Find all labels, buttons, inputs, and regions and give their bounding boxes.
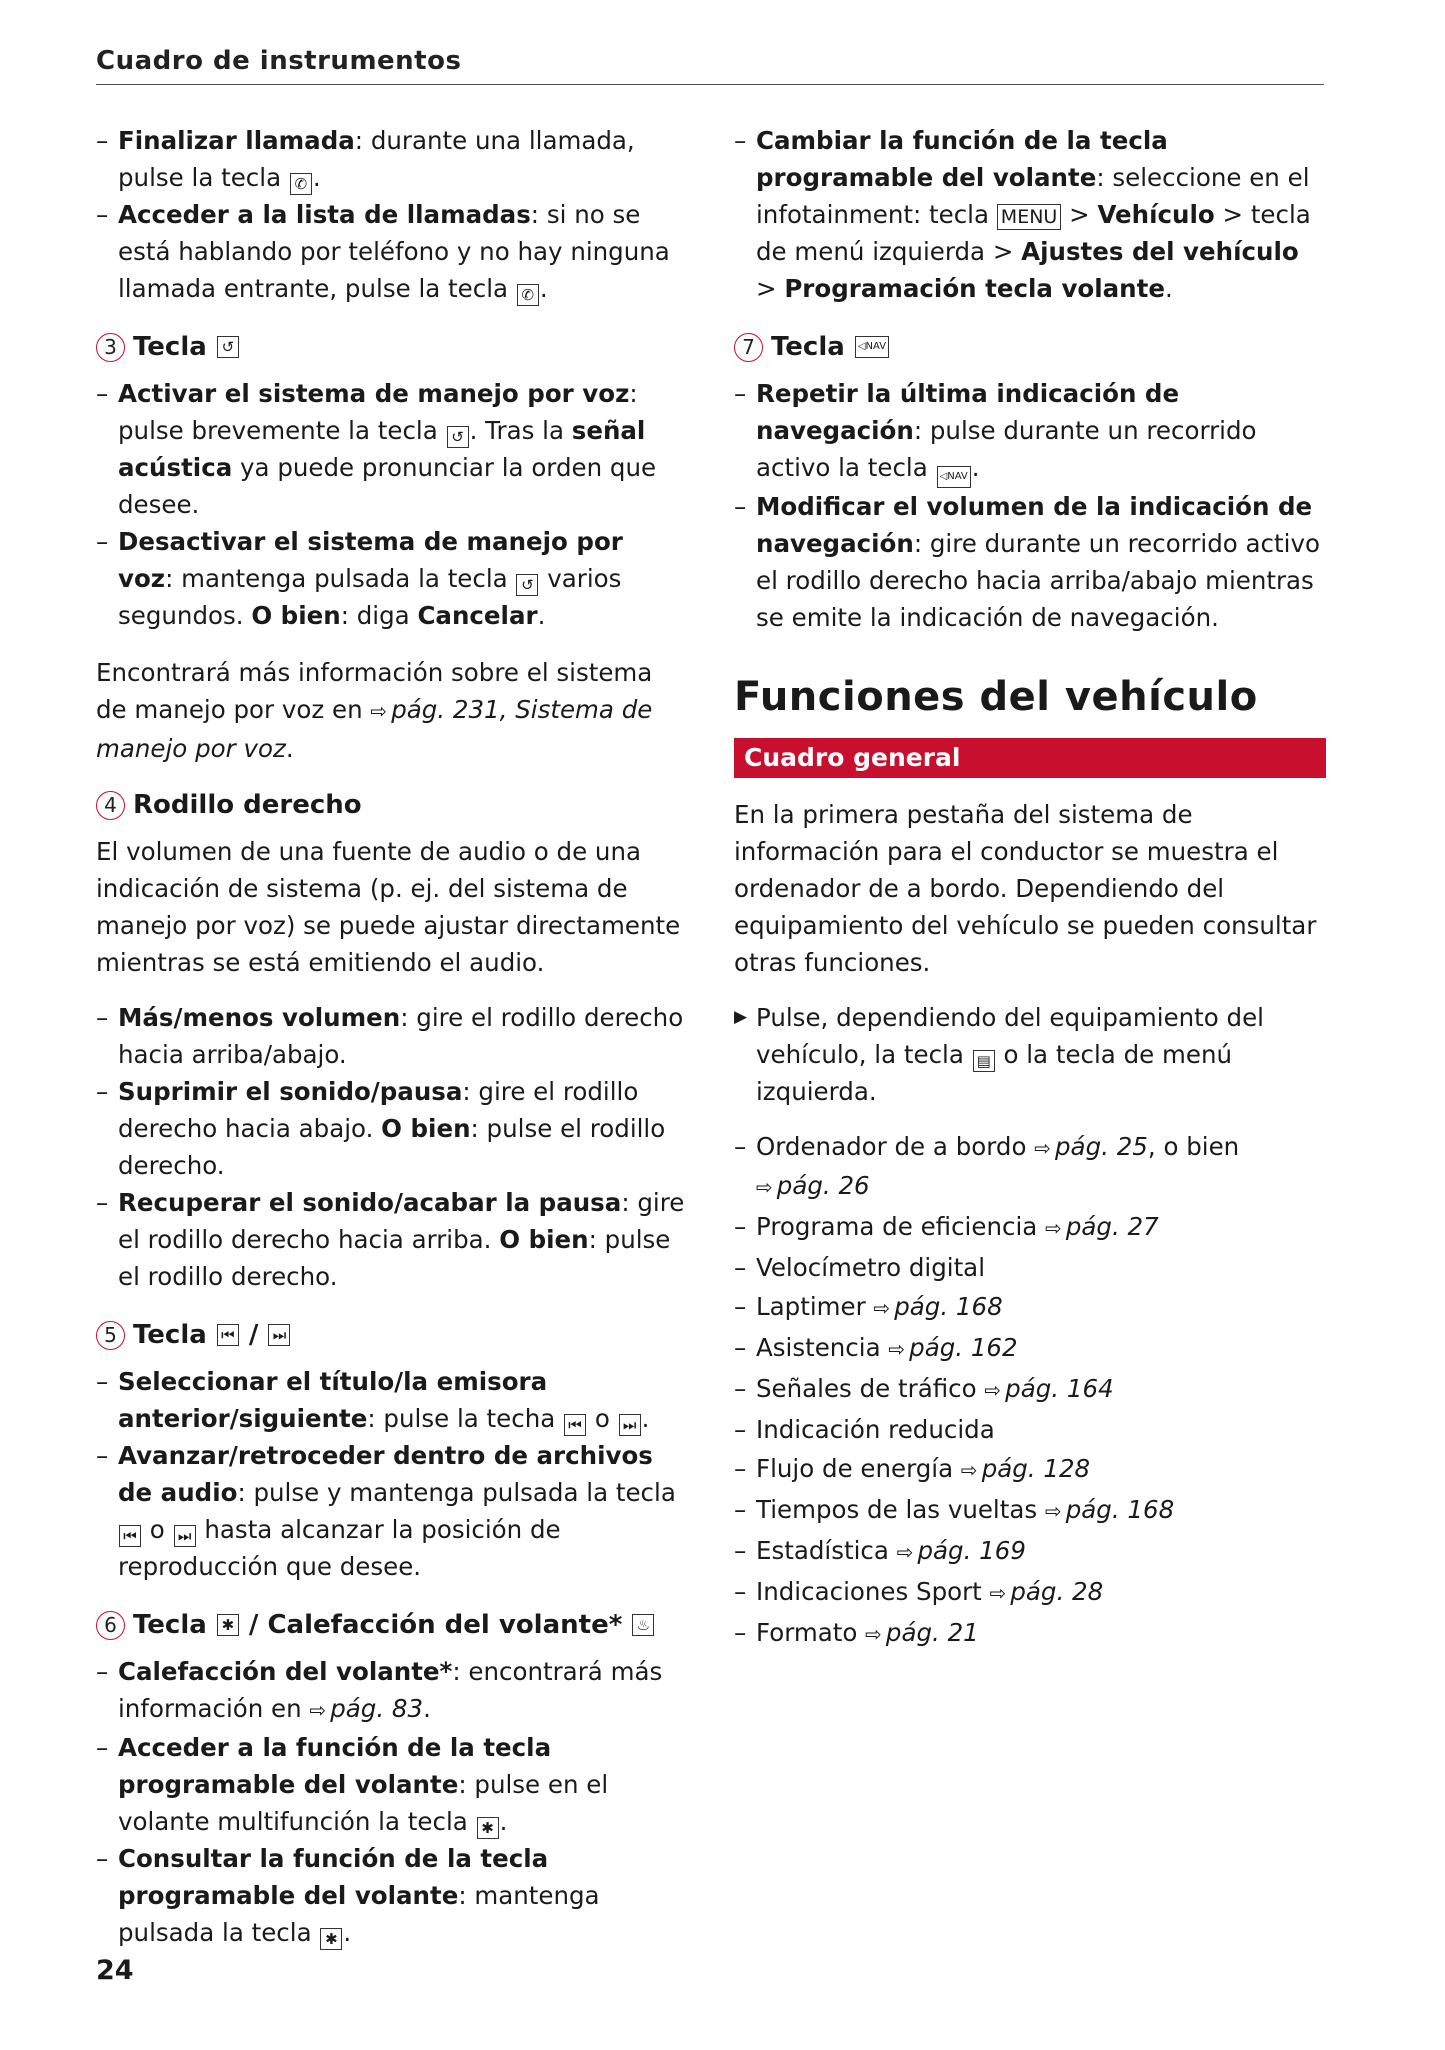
arrow-ref-icon: ⇨ [989,1581,1007,1605]
list-item: – Desactivar el sistema de manejo por voz: mantenga pulsada la tecla ↺ varios segundos. O bien: diga Cancelar. [96,527,623,630]
list-item: – Laptimer ⇨ pág. 168 [734,1292,1003,1321]
list-item: – Cambiar la función de la tecla programable del volante: seleccione en el infotainment: tecla MENU > Vehículo > tecla de menú izquierda > Ajustes del vehículo > Programación tecla volante. [734,126,1311,303]
arrow-ref-icon: ⇨ [865,1622,882,1646]
step-triangle-icon: ▶ [734,1007,748,1027]
voice-key-icon: ↺ [447,426,469,448]
arrow-ref-icon: ⇨ [1034,1136,1051,1160]
list-item: – Señales de tráfico ⇨ pág. 164 [734,1374,1114,1403]
section-7-items [734,375,1326,636]
list-item: – Tiempos de las vueltas ⇨ pág. 168 [734,1495,1175,1524]
callout-number: 4 [96,791,125,820]
voice-key-icon: ↺ [217,336,239,358]
list-item: – Ordenador de a bordo ⇨ pág. 25, o bien ⇨ pág. 26 [734,1132,1240,1200]
section-5-heading: 5 Tecla ⏮ / ⏭ [96,1315,686,1355]
list-item: – Suprimir el sonido/pausa: gire el rodillo derecho hacia abajo. O bien: pulse el rodillo derecho. [96,1077,666,1180]
star-key-icon: ✱ [320,1928,342,1950]
list-item: – Recuperar el sonido/acabar la pausa: gire el rodillo derecho hacia arriba. O bien: pulse el rodillo derecho. [96,1188,685,1291]
skip-next-key-icon: ⏭ [268,1324,290,1346]
page-reference[interactable]: pág. 128 [981,1454,1091,1483]
list-item: – Activar el sistema de manejo por voz: pulse brevemente la tecla ↺ . Tras la señal acústica ya puede pronunciar la orden que desee. [96,379,657,519]
arrow-ref-icon: ⇨ [1044,1499,1062,1523]
section-title: Cuadro de instrumentos [96,46,462,76]
more-info-paragraph: Encontrará más información sobre el sistema de manejo por voz en ⇨ pág. 231, Sistema de manejo por voz. [96,658,653,763]
arrow-ref-icon: ⇨ [309,1698,327,1722]
list-item: – Acceder a la función de la tecla programable del volante: pulse en el volante multifunción la tecla ✱ . [96,1733,609,1837]
skip-next-key-icon: ⏭ [619,1414,641,1436]
page-reference[interactable]: pág. 83 [330,1694,424,1723]
section-3-heading: 3 Tecla ↺ [96,327,686,367]
page-reference[interactable]: pág. 162 [909,1333,1018,1362]
page-number: 24 [96,1955,134,1986]
page-reference[interactable]: pág. 28 [1010,1577,1104,1606]
list-item: – Indicaciones Sport ⇨ pág. 28 [734,1577,1104,1606]
arrow-ref-icon: ⇨ [960,1458,978,1482]
list-item: – Estadística ⇨ pág. 169 [734,1536,1026,1565]
arrow-ref-icon: ⇨ [896,1540,914,1564]
page-reference[interactable]: pág. 231, Sistema de manejo por voz [96,695,653,763]
menu-list-key-icon: ▤ [973,1050,995,1072]
list-item: – Formato ⇨ pág. 21 [734,1618,979,1647]
page-reference[interactable]: pág. 168 [1065,1495,1175,1524]
callout-number: 5 [96,1321,125,1350]
arrow-ref-icon: ⇨ [756,1175,773,1199]
section-3-items [96,375,686,634]
right-column [734,122,1326,1655]
callout-number: 6 [96,1611,125,1640]
arrow-ref-icon: ⇨ [984,1378,1002,1402]
skip-prev-key-icon: ⏮ [119,1525,141,1547]
list-item: – Velocímetro digital [734,1253,986,1282]
list-item: – Asistencia ⇨ pág. 162 [734,1333,1018,1362]
function-list [734,1128,1326,1653]
chapter-heading: Funciones del vehículo [734,674,1258,720]
skip-next-key-icon: ⏭ [174,1525,196,1547]
list-item: – Finalizar llamada: durante una llamada, pulse la tecla ✆ . [96,126,635,193]
callout-number: 3 [96,333,125,362]
page-reference[interactable]: pág. 25 [1055,1132,1148,1161]
arrow-ref-icon: ⇨ [888,1337,906,1361]
arrow-ref-icon: ⇨ [1045,1216,1062,1240]
list-item: – Calefacción del volante*: encontrará más información en ⇨ pág. 83. [96,1657,663,1723]
section-6-heading: 6 Tecla ✱ / Calefacción del volante* ♨ [96,1605,686,1645]
section-4-items [96,999,686,1295]
phone-key-icon: ✆ [517,284,539,306]
skip-prev-key-icon: ⏮ [217,1324,239,1346]
list-item: – Flujo de energía ⇨ pág. 128 [734,1454,1091,1483]
page-reference[interactable]: pág. 21 [885,1618,979,1647]
page-reference[interactable]: pág. 168 [894,1292,1003,1321]
arrow-ref-icon: ⇨ [873,1296,891,1320]
list-item: – Programa de eficiencia ⇨ pág. 27 [734,1212,1159,1241]
section-4-intro: El volumen de una fuente de audio o de una indicación de sistema (p. ej. del sistema de manejo por voz) se puede ajustar directamente mientras se está emitiendo el audio. [96,837,681,977]
change-function-item [734,122,1326,307]
steering-heat-icon: ♨ [632,1614,654,1636]
section-6-items [96,1653,686,1951]
page-header [96,46,1324,85]
star-key-icon: ✱ [217,1614,239,1636]
nav-key-icon: ◁NAV [937,466,971,488]
list-item: – Indicación reducida [734,1415,995,1444]
page-reference[interactable]: pág. 26 [776,1171,870,1200]
subsection-bar: Cuadro general [734,738,1326,778]
phone-key-icon: ✆ [290,173,312,195]
list-item: – Consultar la función de la tecla programable del volante: mantenga pulsada la tecla ✱ . [96,1844,600,1948]
list-item: – Acceder a la lista de llamadas: si no se está hablando por teléfono y no hay ninguna llamada entrante, pulse la tecla ✆ . [96,200,670,304]
star-key-icon: ✱ [477,1817,499,1839]
section-5-items [96,1363,686,1585]
section-4-heading: 4 Rodillo derecho [96,785,686,825]
page-reference[interactable]: pág. 164 [1005,1374,1114,1403]
instruction-step: ▶ Pulse, dependiendo del equipamiento del vehículo, la tecla ▤ o la tecla de menú izquierda. [734,999,1326,1110]
list-item: – Modificar el volumen de la indicación de navegación: gire durante un recorrido activo el rodillo derecho hacia arriba/abajo mientras se emite la indicación de navegación. [734,492,1320,632]
page-reference[interactable]: pág. 27 [1065,1212,1159,1241]
section-7-heading: 7 Tecla ◁NAV [734,327,1326,367]
overview-intro: En la primera pestaña del sistema de información para el conductor se muestra el ordenador de a bordo. Dependiendo del equipamiento del vehículo se pueden consultar otras funciones. [734,800,1317,977]
list-item: – Seleccionar el título/la emisora anterior/siguiente: pulse la techa ⏮ o ⏭ . [96,1367,650,1434]
page-reference[interactable]: pág. 169 [917,1536,1026,1565]
left-column [96,122,686,1971]
callout-number: 7 [734,333,763,362]
skip-prev-key-icon: ⏮ [564,1414,586,1436]
call-items [96,122,686,307]
list-item: – Repetir la última indicación de navegación: pulse durante un recorrido activo la tecla ◁NAV . [734,375,1326,488]
list-item: – Más/menos volumen: gire el rodillo derecho hacia arriba/abajo. [96,1003,684,1069]
menu-key: MENU [997,204,1062,230]
arrow-ref-icon: ⇨ [370,699,388,723]
list-item: – Avanzar/retroceder dentro de archivos de audio: pulse y mantenga pulsada la tecla ⏮ o ⏭ hasta alcanzar la posición de reproducción que desee. [96,1441,676,1581]
nav-key-icon: ◁NAV [855,336,889,358]
voice-key-icon: ↺ [516,574,538,596]
